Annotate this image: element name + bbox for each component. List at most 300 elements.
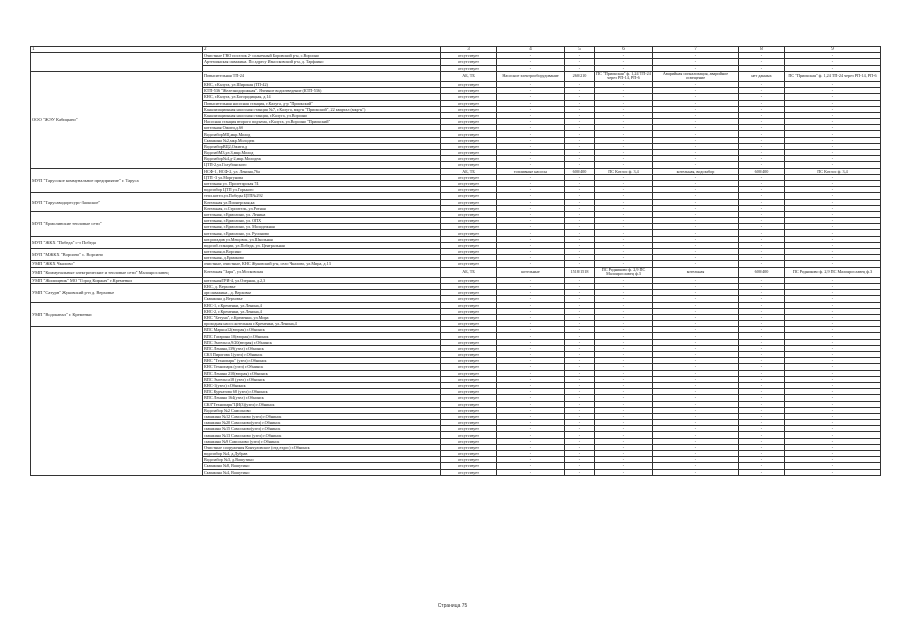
value-cell: - <box>785 438 881 444</box>
value-cell: - <box>595 112 653 118</box>
object-cell: арт.скважина , д. Верховье <box>203 290 441 296</box>
backup-cell: отсутствует <box>441 432 497 438</box>
object-cell: тепл.котел.ул.Победы ЦТП№292 <box>203 193 441 199</box>
value-cell: - <box>595 352 653 358</box>
value-cell: - <box>739 339 785 345</box>
backup-cell: отсутствует <box>441 106 497 112</box>
value-cell: - <box>595 333 653 339</box>
value-cell: - <box>595 345 653 351</box>
object-cell: котельная ул. Пролетарская 74 <box>203 180 441 186</box>
value-cell: - <box>497 143 565 149</box>
backup-cell: отсутствует <box>441 345 497 351</box>
value-cell: - <box>739 327 785 333</box>
value-cell: - <box>497 413 565 419</box>
value-cell: - <box>497 444 565 450</box>
value-cell: - <box>653 420 739 426</box>
value-cell: - <box>653 162 739 168</box>
object-cell: скважина №20 Самсоново(узел) г.Обнинск <box>203 420 441 426</box>
value-cell: - <box>565 413 595 419</box>
backup-cell: отсутствует <box>441 296 497 302</box>
value-cell: - <box>653 100 739 106</box>
value-cell: - <box>785 156 881 162</box>
value-cell: - <box>595 261 653 267</box>
value-cell: - <box>739 314 785 320</box>
object-cell: КНС, г.Калуга, ул.Широкая (ТП-42) <box>203 81 441 87</box>
value-cell: - <box>497 162 565 168</box>
value-cell: - <box>595 296 653 302</box>
value-cell: - <box>653 426 739 432</box>
value-cell: - <box>565 88 595 94</box>
value-cell: - <box>497 255 565 261</box>
backup-cell: отсутствует <box>441 457 497 463</box>
backup-cell: отсутствует <box>441 420 497 426</box>
value-cell: ПС Родниково ф. 2,9 ПС Малоярославец ф.3 <box>595 267 653 277</box>
object-cell: скважина №13 Самсоново (узел) г.Обнинск <box>203 432 441 438</box>
backup-cell: отсутствует <box>441 143 497 149</box>
value-cell: - <box>653 81 739 87</box>
value-cell: ПС Котлос ф. 3,4 <box>595 168 653 174</box>
value-cell: - <box>565 180 595 186</box>
value-cell: - <box>565 81 595 87</box>
value-cell: - <box>595 125 653 131</box>
value-cell: - <box>739 432 785 438</box>
value-cell: - <box>739 451 785 457</box>
value-cell: - <box>653 302 739 308</box>
table-row <box>31 71 881 81</box>
value-cell: - <box>739 156 785 162</box>
value-cell: - <box>653 119 739 125</box>
object-cell: ВодозаборМЦ,мкр.Молод <box>203 131 441 137</box>
value-cell: - <box>785 382 881 388</box>
value-cell: - <box>785 358 881 364</box>
backup-cell: отсутствует <box>441 162 497 168</box>
value-cell: - <box>739 65 785 71</box>
value-cell: - <box>739 218 785 224</box>
backup-cell: отсутствует <box>441 81 497 87</box>
value-cell: - <box>595 469 653 475</box>
value-cell: - <box>497 218 565 224</box>
value-cell: - <box>497 106 565 112</box>
value-cell: - <box>653 382 739 388</box>
value-cell: - <box>565 236 595 242</box>
document-sheet <box>30 46 880 570</box>
value-cell: - <box>653 401 739 407</box>
value-cell: - <box>785 463 881 469</box>
backup-cell: отсутствует <box>441 59 497 65</box>
value-cell: - <box>595 314 653 320</box>
value-cell: - <box>595 327 653 333</box>
backup-cell: отсутствует <box>441 463 497 469</box>
value-cell: - <box>785 187 881 193</box>
value-cell: - <box>785 469 881 475</box>
value-cell: - <box>595 364 653 370</box>
value-cell: - <box>739 180 785 186</box>
value-cell: - <box>653 345 739 351</box>
value-cell: - <box>653 463 739 469</box>
value-cell: - <box>595 277 653 283</box>
value-cell: - <box>785 420 881 426</box>
value-cell: - <box>565 106 595 112</box>
value-cell: топливные насосы <box>497 168 565 174</box>
backup-cell: отсутствует <box>441 314 497 320</box>
object-cell: ВПС Ленина 164(узел) г.Обнинск <box>203 395 441 401</box>
value-cell: - <box>785 321 881 327</box>
value-cell: - <box>595 444 653 450</box>
organization-cell <box>31 327 203 476</box>
value-cell: - <box>785 193 881 199</box>
organization-cell: УМП "Водоканал" г. Кременки <box>31 302 203 327</box>
value-cell: - <box>653 94 739 100</box>
value-cell: - <box>653 131 739 137</box>
value-cell: - <box>565 438 595 444</box>
object-cell: проходная насос.котельная г.Кременки, ул.Ленина,4 <box>203 321 441 327</box>
value-cell: - <box>785 432 881 438</box>
object-cell: Повысительная насосная станция, г.Калуга, д-р "Приокский" <box>203 100 441 106</box>
backup-cell: отсутствует <box>441 53 497 59</box>
backup-cell: отсутствует <box>441 261 497 267</box>
value-cell: - <box>595 193 653 199</box>
value-cell: - <box>565 156 595 162</box>
value-cell: - <box>653 242 739 248</box>
value-cell: - <box>565 205 595 211</box>
value-cell: - <box>739 382 785 388</box>
object-cell: Очистные ГВО поселок 2- солнечный Боровский р-н, с.Ворсино <box>203 53 441 59</box>
backup-cell: отсутствует <box>441 137 497 143</box>
value-cell: - <box>497 389 565 395</box>
value-cell: - <box>595 339 653 345</box>
value-cell: - <box>565 401 595 407</box>
value-cell: - <box>595 131 653 137</box>
value-cell: - <box>739 59 785 65</box>
value-cell: - <box>739 249 785 255</box>
value-cell: - <box>497 119 565 125</box>
object-cell: котельная Ожиги,д.6б <box>203 125 441 131</box>
value-cell: - <box>653 308 739 314</box>
value-cell: - <box>497 187 565 193</box>
backup-cell: отсутствует <box>441 444 497 450</box>
value-cell: - <box>497 180 565 186</box>
backup-cell: АБ, ТБ <box>441 71 497 81</box>
object-cell: котельнаяТРИ-4, ул.Озерная, д.2,3 <box>203 277 441 283</box>
value-cell: - <box>785 224 881 230</box>
object-cell: Скважина №4, Вашутино <box>203 469 441 475</box>
value-cell: - <box>653 137 739 143</box>
value-cell: - <box>785 426 881 432</box>
backup-cell: отсутствует <box>441 451 497 457</box>
backup-cell: отсутствует <box>441 94 497 100</box>
value-cell: - <box>653 451 739 457</box>
organization-cell: УМП "Коммунальные электрические и тепловые сети" Малоярославец <box>31 267 203 277</box>
backup-cell: отсутствует <box>441 352 497 358</box>
value-cell: - <box>739 407 785 413</box>
value-cell: - <box>739 308 785 314</box>
value-cell: - <box>653 88 739 94</box>
value-cell: - <box>497 88 565 94</box>
backup-cell: отсутствует <box>441 438 497 444</box>
object-cell: Скважина д.Верховье <box>203 296 441 302</box>
value-cell: - <box>595 106 653 112</box>
backup-cell: отсутствует <box>441 333 497 339</box>
value-cell: - <box>497 131 565 137</box>
value-cell: - <box>785 94 881 100</box>
value-cell: - <box>785 364 881 370</box>
value-cell: - <box>595 376 653 382</box>
object-cell: КНС, д. Верховье <box>203 283 441 289</box>
value-cell: - <box>565 94 595 100</box>
value-cell: - <box>565 261 595 267</box>
backup-cell: отсутствует <box>441 249 497 255</box>
value-cell: - <box>595 382 653 388</box>
backup-cell: АБ, ТБ <box>441 267 497 277</box>
value-cell: - <box>739 352 785 358</box>
object-cell: КТП-536 "Железнодорожная". Ячеиное водоотведение (КТП-536) <box>203 88 441 94</box>
value-cell: - <box>497 94 565 100</box>
backup-cell: отсутствует <box>441 125 497 131</box>
value-cell: - <box>497 199 565 205</box>
value-cell: - <box>653 224 739 230</box>
value-cell: - <box>785 59 881 65</box>
value-cell: - <box>497 242 565 248</box>
value-cell: - <box>565 218 595 224</box>
object-cell: Насосная станция второго подъема, г.Калуга, ул.Ворсино "Приокский" <box>203 119 441 125</box>
value-cell: - <box>739 150 785 156</box>
value-cell: - <box>565 302 595 308</box>
object-cell: Водозабор№4,д-2,мкр.Молодеж <box>203 156 441 162</box>
value-cell: - <box>653 438 739 444</box>
value-cell: - <box>739 174 785 180</box>
value-cell: - <box>497 296 565 302</box>
value-cell: - <box>595 358 653 364</box>
value-cell: - <box>785 255 881 261</box>
value-cell: - <box>497 438 565 444</box>
object-cell: ВПС Энгельса18 (узел) г.Обнинск <box>203 376 441 382</box>
value-cell: - <box>739 193 785 199</box>
value-cell: - <box>565 370 595 376</box>
backup-cell: отсутствует <box>441 382 497 388</box>
value-cell: - <box>653 389 739 395</box>
backup-cell: отсутствует <box>441 255 497 261</box>
value-cell: - <box>785 389 881 395</box>
value-cell: - <box>739 94 785 100</box>
backup-cell: отсутствует <box>441 193 497 199</box>
value-cell: - <box>497 205 565 211</box>
value-cell: - <box>653 205 739 211</box>
value-cell: - <box>565 296 595 302</box>
backup-cell: отсутствует <box>441 205 497 211</box>
value-cell: - <box>497 339 565 345</box>
value-cell: - <box>565 65 595 71</box>
value-cell: - <box>653 321 739 327</box>
backup-cell: отсутствует <box>441 370 497 376</box>
value-cell: - <box>653 352 739 358</box>
value-cell: - <box>497 283 565 289</box>
value-cell: - <box>497 358 565 364</box>
value-cell: - <box>595 187 653 193</box>
value-cell: - <box>785 205 881 211</box>
value-cell: - <box>739 236 785 242</box>
value-cell: ПС Котлос ф. 3,4 <box>785 168 881 174</box>
value-cell: - <box>785 283 881 289</box>
object-cell: скважина №9 Самсоново (узел) г.Обнинск <box>203 438 441 444</box>
value-cell: - <box>497 395 565 401</box>
value-cell: - <box>595 413 653 419</box>
object-cell: скважина №15 Самсоново(узел) г.Обнинск <box>203 426 441 432</box>
value-cell: - <box>653 333 739 339</box>
header-cell: 7 <box>653 47 739 53</box>
value-cell: - <box>785 302 881 308</box>
value-cell: - <box>497 156 565 162</box>
object-cell: ВНС "Технопарк" (узел) г.Обнинск <box>203 358 441 364</box>
value-cell: - <box>739 277 785 283</box>
value-cell: - <box>739 261 785 267</box>
value-cell: - <box>739 296 785 302</box>
value-cell: - <box>785 230 881 236</box>
value-cell: - <box>497 420 565 426</box>
object-cell: ВПС Энгельса,9/20(вторая) г.Обнинск <box>203 339 441 345</box>
value-cell: - <box>565 352 595 358</box>
object-cell: Котельная "Заря", ул.Московская <box>203 267 441 277</box>
object-cell: ВодозаборВЦ2,Ожиги,д <box>203 143 441 149</box>
value-cell: - <box>497 302 565 308</box>
value-cell: - <box>565 137 595 143</box>
value-cell: - <box>739 444 785 450</box>
value-cell: - <box>595 59 653 65</box>
value-cell: - <box>565 382 595 388</box>
value-cell: - <box>739 88 785 94</box>
value-cell: - <box>497 426 565 432</box>
backup-cell: отсутствует <box>441 150 497 156</box>
value-cell: - <box>595 143 653 149</box>
value-cell: - <box>785 444 881 450</box>
value-cell: - <box>653 314 739 320</box>
value-cell: - <box>565 420 595 426</box>
value-cell: - <box>565 193 595 199</box>
value-cell: - <box>739 290 785 296</box>
header-cell: 9 <box>785 47 881 53</box>
backup-cell: отсутствует <box>441 174 497 180</box>
value-cell: - <box>653 249 739 255</box>
value-cell: - <box>739 112 785 118</box>
backup-cell: отсутствует <box>441 401 497 407</box>
value-cell: - <box>653 395 739 401</box>
value-cell: - <box>785 65 881 71</box>
backup-cell: отсутствует <box>441 156 497 162</box>
object-cell: КНС "Бетуна", г.Кременки, ул.Мира <box>203 314 441 320</box>
value-cell: - <box>497 100 565 106</box>
value-cell: - <box>565 162 595 168</box>
value-cell: - <box>739 255 785 261</box>
value-cell: - <box>739 457 785 463</box>
value-cell: Насосное электрооборудование <box>497 71 565 81</box>
value-cell: - <box>565 308 595 314</box>
value-cell: - <box>739 162 785 168</box>
value-cell: - <box>595 389 653 395</box>
value-cell: - <box>497 112 565 118</box>
organization-cell: УМП "Сатурн" Жуковский р-н д. Верховье <box>31 283 203 302</box>
value-cell: - <box>565 119 595 125</box>
table-row <box>31 267 881 277</box>
object-cell: котельная, г.Ермолино, ул. Русиново <box>203 230 441 236</box>
backup-cell: отсутствует <box>441 302 497 308</box>
value-cell: - <box>653 59 739 65</box>
object-cell: НСФ-1, НСФ-2, ул. Ленина,76а <box>203 168 441 174</box>
object-cell: ВПС Курчатова 68 (узел) г.Обнинск <box>203 389 441 395</box>
value-cell: - <box>497 249 565 255</box>
value-cell: - <box>739 131 785 137</box>
value-cell: котельная, водозабор <box>653 168 739 174</box>
value-cell: - <box>595 65 653 71</box>
value-cell: - <box>595 100 653 106</box>
value-cell: - <box>739 119 785 125</box>
object-cell: КНС-1, г.Кременки, ул.Ленина,4 <box>203 302 441 308</box>
backup-cell: отсутствует <box>441 358 497 364</box>
value-cell: - <box>595 53 653 59</box>
value-cell: - <box>785 457 881 463</box>
value-cell: - <box>739 364 785 370</box>
value-cell: - <box>497 125 565 131</box>
value-cell: - <box>739 370 785 376</box>
backup-cell: отсутствует <box>441 119 497 125</box>
backup-cell: отсутствует <box>441 339 497 345</box>
value-cell: - <box>595 218 653 224</box>
value-cell: - <box>653 174 739 180</box>
value-cell: - <box>565 150 595 156</box>
value-cell: - <box>785 137 881 143</box>
value-cell: - <box>595 88 653 94</box>
value-cell: - <box>785 413 881 419</box>
object-cell: Котельная ул.Пионерская,ка <box>203 199 441 205</box>
value-cell: - <box>785 242 881 248</box>
value-cell: - <box>595 370 653 376</box>
value-cell: нет данных <box>739 71 785 81</box>
value-cell: 1518/1518 <box>565 267 595 277</box>
value-cell: - <box>565 112 595 118</box>
organization-cell: ООО "ЖЭУ Кабицыно" <box>31 71 203 168</box>
value-cell: - <box>497 321 565 327</box>
value-cell: - <box>653 193 739 199</box>
organization-cell: МУП "МЖКХ "Ворсино" с. Ворсино <box>31 249 203 261</box>
value-cell: - <box>653 125 739 131</box>
value-cell: - <box>565 242 595 248</box>
value-cell: - <box>653 143 739 149</box>
value-cell: - <box>653 218 739 224</box>
value-cell: - <box>785 131 881 137</box>
value-cell: - <box>595 94 653 100</box>
value-cell: - <box>785 296 881 302</box>
object-cell: водозабор ЦТП ул.Горького <box>203 187 441 193</box>
object-cell: водозаб.станции, ул.Победа, ул. Центральная <box>203 242 441 248</box>
object-cell: Котельная, п.Строитель, ул.Ротная <box>203 205 441 211</box>
backup-cell: отсутствует <box>441 395 497 401</box>
value-cell: - <box>595 119 653 125</box>
value-cell: ПС "Приокская" ф. 1,24 ТП-24 через РП-14, РП-6 <box>596 71 651 81</box>
value-cell: - <box>595 156 653 162</box>
value-cell: - <box>497 150 565 156</box>
value-cell: - <box>565 211 595 217</box>
value-cell: - <box>785 308 881 314</box>
value-cell: - <box>739 395 785 401</box>
object-cell: очистные, очистные, КНС Жуковский р-н, село Чкалово, ул.Мира, д.13 <box>203 261 441 267</box>
value-cell: - <box>739 187 785 193</box>
value-cell: - <box>565 131 595 137</box>
value-cell: - <box>595 242 653 248</box>
value-cell: - <box>785 125 881 131</box>
value-cell: - <box>565 469 595 475</box>
object-cell: Скважина №2,мкр.Молодеж <box>203 137 441 143</box>
backup-cell: отсутствует <box>441 187 497 193</box>
value-cell: - <box>497 65 565 71</box>
backup-cell: отсутствует <box>441 283 497 289</box>
